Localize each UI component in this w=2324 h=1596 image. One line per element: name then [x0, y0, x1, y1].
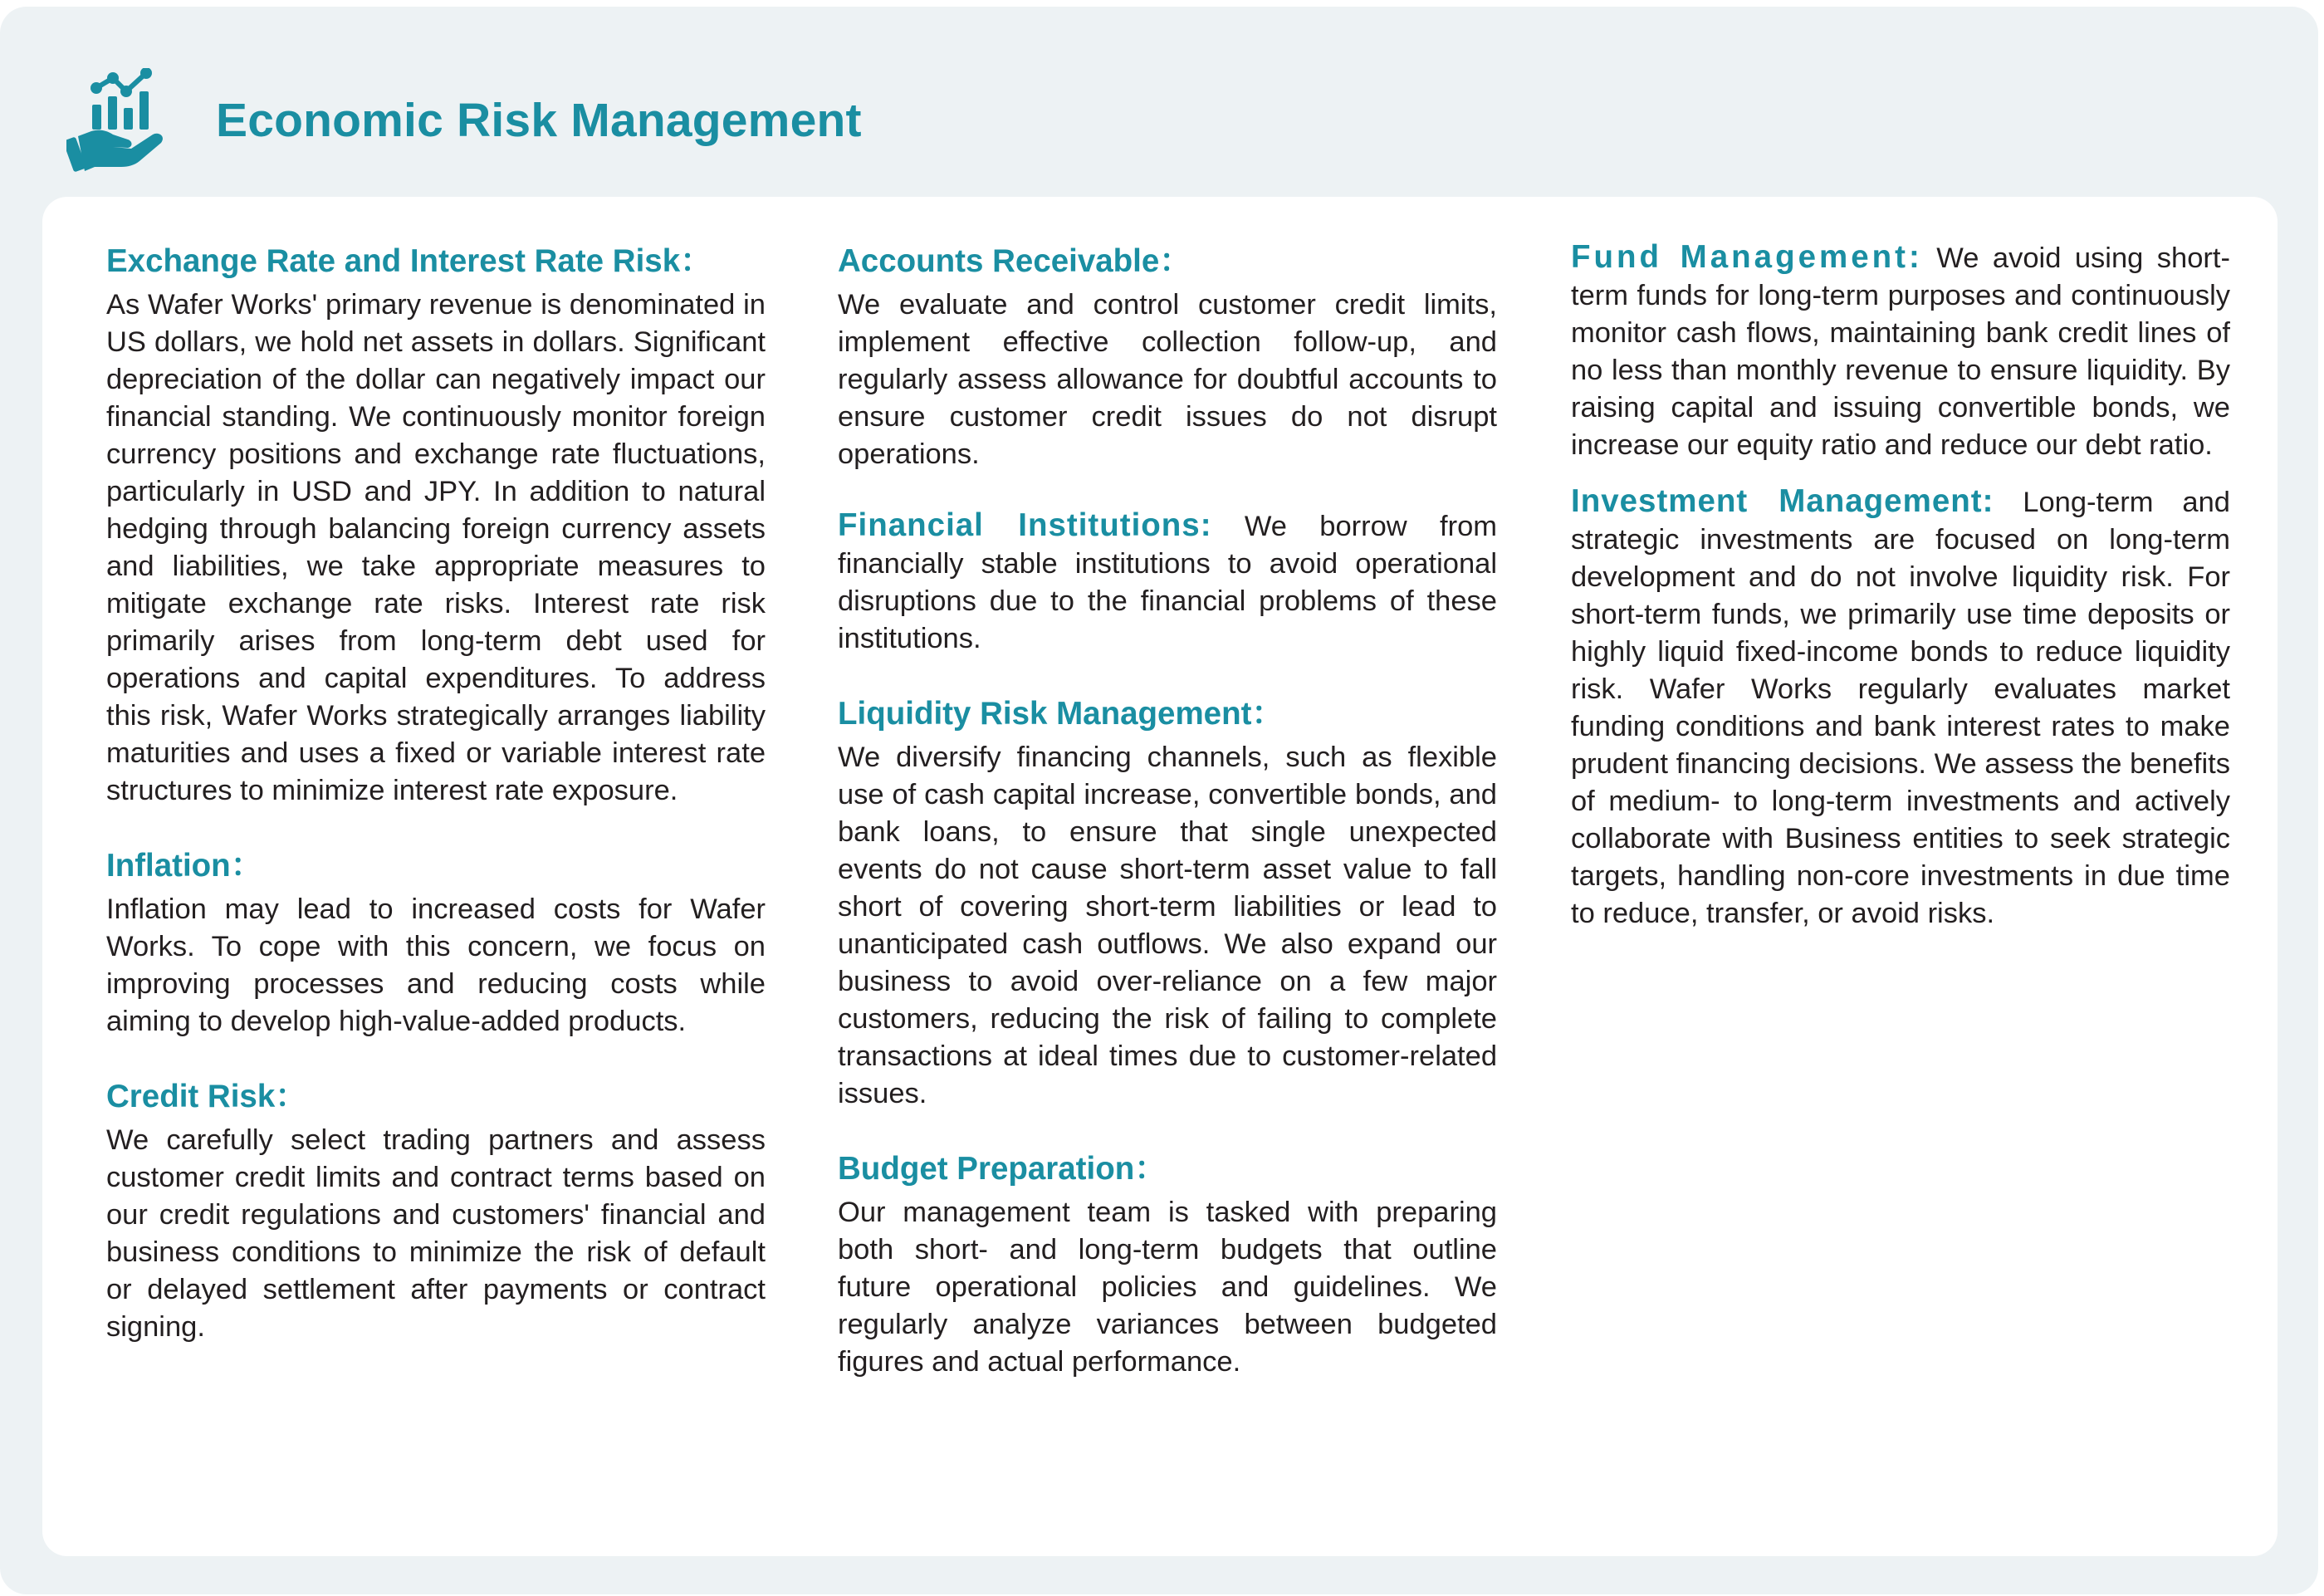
hand-holding-growth-chart-icon — [66, 68, 171, 173]
section-credit-risk — [106, 1074, 766, 1346]
column-left — [106, 238, 766, 1379]
section-paragraph — [1571, 482, 2230, 933]
page-frame — [0, 7, 2318, 1594]
section-inflation — [106, 843, 766, 1040]
content-panel — [42, 197, 2278, 1556]
section-financial-institutions — [838, 507, 1497, 658]
page-header — [66, 66, 862, 174]
section-body: We borrow from financially stable institutions to avoid operational disruptions due to the financial problems of these institutions. — [838, 511, 1497, 654]
section-investment-management — [1571, 482, 2230, 933]
section-body: We avoid using short-term funds for long-term purposes and continuously monitor cash flows, maintaining bank credit lines of no less than monthly revenue to ensure liquidity. By raising capital and issuing convertible bonds, we increase our equity ratio and reduce our debt ratio. — [1571, 242, 2230, 461]
section-title: Investment Management: — [1571, 483, 1994, 519]
section-title: Fund Management: — [1571, 239, 1923, 275]
section-budget-preparation — [838, 1146, 1497, 1381]
section-title: Inflation： — [106, 848, 263, 884]
section-exchange-interest-rate-risk — [106, 238, 766, 810]
page-title: Economic Risk Management — [216, 94, 862, 147]
section-title: Credit Risk： — [106, 1079, 307, 1114]
section-body: As Wafer Works' primary revenue is denominated in US dollars, we hold net assets in dollars. Significant depreciation of the dollar can negatively impact our financial standing. We continuously monitor foreign currency positions and exchange rate fluctuations, particularly in USD and JPY. In addition to natural hedging through balancing foreign currency assets and liabilities, we take appropriate measures to mitigate exchange rate risks. Interest rate risk primarily arises from long-term debt used for operations and capital expenditures. To address this risk, Wafer Works strategically arranges liability maturities and uses a fixed or variable interest rate structures to minimize interest rate exposure. — [106, 289, 766, 806]
section-title: Liquidity Risk Management： — [838, 696, 1284, 732]
section-body: We evaluate and control customer credit limits, implement effective collection follow-up, and regularly assess allowance for doubtful accounts to ensure customer credit issues do not disrupt operations. — [838, 289, 1497, 470]
section-body: Inflation may lead to increased costs for Wafer Works. To cope with this concern, we focus on improving processes and reducing costs while aiming to develop high-value-added products. — [106, 893, 766, 1037]
section-paragraph — [1571, 238, 2230, 464]
section-title: Exchange Rate and Interest Rate Risk： — [106, 243, 712, 279]
section-title: Budget Preparation： — [838, 1151, 1167, 1187]
section-fund-management — [1571, 238, 2230, 464]
section-paragraph — [838, 507, 1497, 658]
section-body: Our management team is tasked with preparing both short- and long-term budgets that outline future operational policies and guidelines. We regularly analyze variances between budgeted figures and actual performance. — [838, 1197, 1497, 1378]
column-right — [1571, 238, 2230, 966]
section-body: Long-term and strategic investments are focused on long-term development and do not involve liquidity risk. For short-term funds, we primarily use time deposits or highly liquid fixed-income bonds to reduce liquidity risk. Wafer Works regularly evaluates market funding conditions and bank interest rates to make prudent financing decisions. We assess the benefits of medium- to long-term investments and actively collaborate with Business entities to seek strategic targets, handling non-core investments in due time to reduce, transfer, or avoid risks. — [1571, 487, 2230, 929]
section-title: Accounts Receivable： — [838, 243, 1191, 279]
column-middle — [838, 238, 1497, 1414]
section-liquidity-risk-management — [838, 691, 1497, 1113]
section-body: We carefully select trading partners and assess customer credit limits and contract terms based on our credit regulations and customers' financial and business conditions to minimize the risk of default or delayed settlement after payments or contract signing. — [106, 1124, 766, 1343]
section-title: Financial Institutions: — [838, 507, 1212, 543]
section-body: We diversify financing channels, such as flexible use of cash capital increase, convertible bonds, and bank loans, to ensure that single unexpected events do not cause short-term asset value to fall short of covering short-term liabilities or lead to unanticipated cash outflows. We also expand our business to avoid over-reliance on a few major customers, reducing the risk of failing to complete transactions at ideal times due to customer-related issues. — [838, 742, 1497, 1109]
section-accounts-receivable — [838, 238, 1497, 473]
